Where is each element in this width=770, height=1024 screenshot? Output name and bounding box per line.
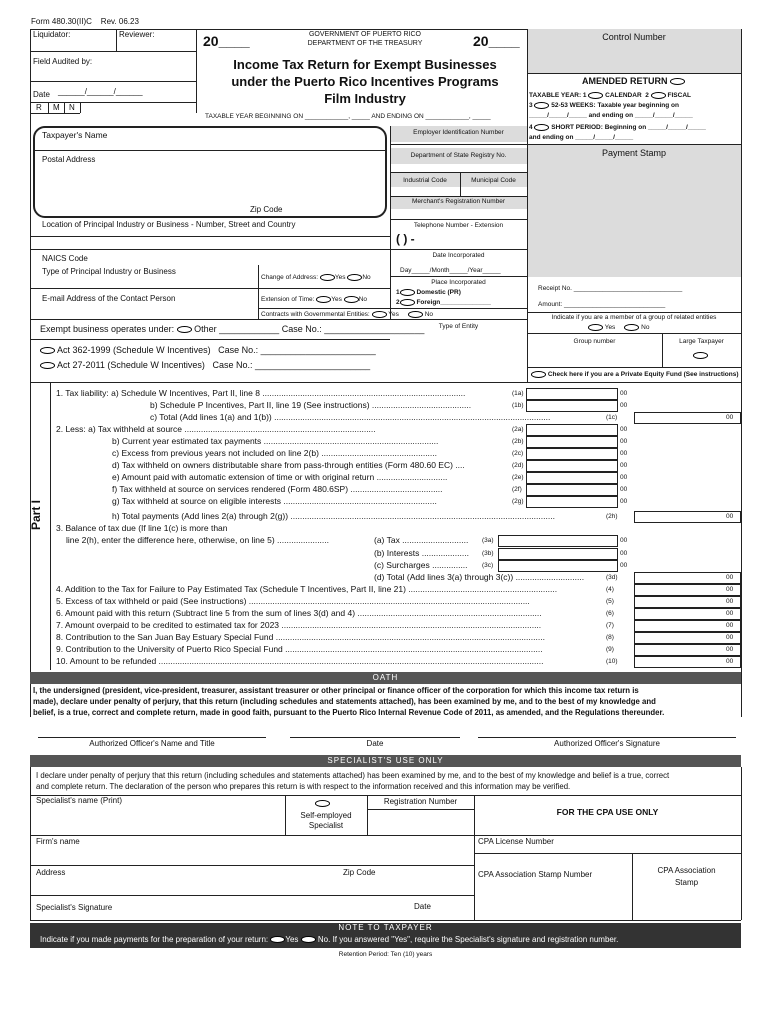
line-text: (d) Total (Add lines 3(a) through 3(c)) ............................. bbox=[374, 572, 585, 582]
cents-zeros: 00 bbox=[620, 402, 628, 409]
self-employed-2: Specialist bbox=[308, 821, 344, 830]
line-code: (1b) bbox=[512, 402, 524, 409]
municipal-code: Municipal Code bbox=[471, 177, 516, 184]
line-text: line 2(h), enter the difference here, otherwise, on line 5) ...................... bbox=[66, 535, 330, 545]
title-line2: under the Puerto Rico Incentives Programs bbox=[231, 74, 499, 89]
line-text: b) Current year estimated tax payments .......................................................................... bbox=[112, 436, 439, 446]
domestic-oval[interactable] bbox=[400, 289, 415, 296]
no-label: No bbox=[362, 274, 371, 282]
extension-time: Extension of Time: bbox=[261, 296, 315, 304]
line-code: (5) bbox=[606, 598, 614, 605]
place-incorporated: Place Incorporated bbox=[431, 279, 486, 286]
weeks-oval[interactable] bbox=[534, 102, 549, 109]
total-field[interactable] bbox=[634, 596, 741, 608]
amount-field[interactable] bbox=[526, 400, 618, 412]
line-code: (3b) bbox=[482, 550, 494, 557]
cents-zeros: 00 bbox=[620, 450, 628, 457]
firm-name: Firm's name bbox=[36, 837, 80, 846]
merchant-number: Merchant's Registration Number bbox=[412, 198, 505, 205]
line-code: (3a) bbox=[482, 537, 494, 544]
line-text: 5. Excess of tax withheld or paid (See instructions) ....................................................................................................................... bbox=[56, 596, 530, 606]
amount-field[interactable] bbox=[526, 424, 618, 436]
location-label: Location of Principal Industry or Business - Number, Street and Country bbox=[42, 220, 296, 229]
total-field[interactable] bbox=[634, 632, 741, 644]
amount-field[interactable] bbox=[526, 472, 618, 484]
part-label: Part I bbox=[29, 499, 43, 530]
note-yes-oval[interactable] bbox=[270, 936, 285, 943]
line-code: (6) bbox=[606, 610, 614, 617]
cents-zeros: 00 bbox=[726, 414, 734, 421]
line-code: (2a) bbox=[512, 426, 524, 433]
act2-label: Act 27-2011 (Schedule W Incentives) bbox=[57, 360, 205, 370]
rmn-r: R bbox=[36, 103, 42, 112]
principal-type: Type of Principal Industry or Business bbox=[42, 267, 176, 276]
specialist-signature: Specialist's Signature bbox=[36, 903, 113, 912]
title-line3: Film Industry bbox=[324, 91, 406, 106]
amount-field[interactable] bbox=[526, 448, 618, 460]
large-taxpayer: Large Taxpayer bbox=[679, 338, 724, 345]
cents-zeros: 00 bbox=[620, 426, 628, 433]
line-text: 2. Less: a) Tax withheld at source ................................................................................. bbox=[56, 424, 376, 434]
one-label: 1 bbox=[396, 289, 400, 297]
cents-zeros: 00 bbox=[620, 390, 628, 397]
line-text: (a) Tax ............................ bbox=[374, 535, 469, 545]
line-text: (c) Surcharges ............... bbox=[374, 560, 468, 570]
amount-field[interactable] bbox=[526, 436, 618, 448]
extension-yes[interactable] bbox=[316, 296, 331, 303]
total-field[interactable] bbox=[634, 608, 741, 620]
field-audited: Field Audited by: bbox=[33, 57, 93, 66]
other-label: Other ____________ bbox=[194, 324, 280, 334]
line-code: (9) bbox=[606, 646, 614, 653]
registration-number: Registration Number bbox=[383, 797, 458, 806]
cents-zeros: 00 bbox=[620, 438, 628, 445]
line-code: (10) bbox=[606, 658, 618, 665]
form-id: Form 480.30(II)C Rev. 06.23 bbox=[31, 17, 139, 26]
act1-oval[interactable] bbox=[40, 347, 55, 354]
cpa-stamp-1: CPA Association bbox=[657, 866, 716, 875]
contracts-no[interactable] bbox=[408, 311, 423, 318]
address-label: Address bbox=[36, 868, 66, 877]
amount-field[interactable] bbox=[498, 560, 618, 572]
amount-field[interactable] bbox=[526, 484, 618, 496]
cpa-license: CPA License Number bbox=[478, 837, 554, 846]
cents-zeros: 00 bbox=[726, 610, 734, 617]
calendar-label: CALENDAR bbox=[605, 92, 642, 100]
cents-zeros: 00 bbox=[620, 562, 628, 569]
line-text: 1. Tax liability: a) Schedule W Incentives, Part II, line 8 ...................................................................................... bbox=[56, 388, 466, 398]
four-label: 4 bbox=[529, 124, 533, 132]
cents-zeros: 00 bbox=[620, 474, 628, 481]
note-text: Indicate if you made payments for the preparation of your return: bbox=[40, 935, 269, 944]
ein-label: Employer Identification Number bbox=[413, 129, 504, 136]
foreign-oval[interactable] bbox=[400, 299, 415, 306]
specialist-line1: I declare under penalty of perjury that this return (including schedules and statements attached) has been examined by me, and to the best of my knowledge and belief is a true, correct bbox=[36, 771, 670, 780]
type-entity: Type of Entity bbox=[438, 323, 479, 330]
cents-zeros: 00 bbox=[620, 550, 628, 557]
cents-zeros: 00 bbox=[620, 486, 628, 493]
change-address: Change of Address: bbox=[261, 274, 319, 282]
act2-case-no: Case No.: _______________________ bbox=[212, 360, 371, 370]
line-text: h) Total payments (Add lines 2(a) through 2(g)) ................................................................................................................ bbox=[112, 511, 555, 521]
related-no[interactable] bbox=[624, 324, 639, 331]
telephone-format: ( ) - bbox=[396, 232, 415, 246]
line-text: 8. Contribution to the San Juan Bay Estuary Special Fund .................................................................................................................. bbox=[56, 632, 545, 642]
act2-oval[interactable] bbox=[40, 362, 55, 369]
officer-signature: Authorized Officer's Signature bbox=[554, 739, 660, 748]
line-code: (3d) bbox=[606, 574, 618, 581]
zip-code: Zip Code bbox=[250, 205, 283, 214]
cents-zeros: 00 bbox=[726, 646, 734, 653]
calendar-oval[interactable] bbox=[588, 92, 603, 99]
line-text: (b) Interests .................... bbox=[374, 548, 469, 558]
line-text: f) Tax withheld at source on services rendered (Form 480.6SP) ....................................... bbox=[112, 484, 443, 494]
total-field[interactable] bbox=[634, 584, 741, 596]
large-taxpayer-oval[interactable] bbox=[693, 352, 708, 359]
title-line1: Income Tax Return for Exempt Businesses bbox=[233, 57, 497, 72]
email-label: E-mail Address of the Contact Person bbox=[42, 294, 176, 303]
fiscal-label: FISCAL bbox=[667, 92, 692, 100]
case-no: Case No.: ____________________ bbox=[281, 324, 425, 334]
two-label: 2 bbox=[645, 92, 649, 100]
exempt-under: Exempt business operates under: bbox=[40, 324, 175, 334]
note-title: NOTE TO TAXPAYER bbox=[338, 923, 433, 932]
line-code: (2c) bbox=[512, 450, 524, 457]
line-code: (7) bbox=[606, 622, 614, 629]
related-entities: Indicate if you are a member of a group of related entities bbox=[551, 314, 717, 321]
total-field[interactable] bbox=[634, 572, 741, 584]
yes-label: Yes bbox=[334, 274, 346, 282]
no-label: No bbox=[424, 311, 434, 319]
gov-line1: GOVERNMENT OF PUERTO RICO bbox=[308, 31, 421, 38]
yes-label: Yes bbox=[604, 324, 616, 332]
rmn-m: M bbox=[53, 103, 60, 112]
related-yes[interactable] bbox=[588, 324, 603, 331]
line-code: (2g) bbox=[512, 498, 524, 505]
date-incorporated: Date Incorporated bbox=[432, 252, 485, 259]
extension-no[interactable] bbox=[344, 296, 359, 303]
line-text: 10. Amount to be refunded ................................................................................................................................................................... bbox=[56, 656, 544, 666]
amended-return: AMENDED RETURN bbox=[582, 76, 668, 86]
self-employed-oval[interactable] bbox=[315, 800, 330, 807]
two-label: 2 bbox=[396, 299, 400, 307]
cents-zeros: 00 bbox=[726, 598, 734, 605]
taxable-year-line: TAXABLE YEAR BEGINNING ON ____________, _____ AND ENDING ON ____________, _____ bbox=[205, 113, 491, 120]
line-code: (3c) bbox=[482, 562, 494, 569]
line-code: (8) bbox=[606, 634, 614, 641]
line-text: g) Tax withheld at source on eligible interests ................................................................. bbox=[112, 496, 437, 506]
cents-zeros: 00 bbox=[620, 462, 628, 469]
short-oval[interactable] bbox=[534, 124, 549, 131]
line-text: d) Tax withheld on owners distributable share from pass-through entities (Form 480.60 EC) .... bbox=[112, 460, 465, 470]
year-right: 20 bbox=[473, 33, 489, 49]
cents-zeros: 00 bbox=[726, 586, 734, 593]
line-text: 9. Contribution to the University of Puerto Rico Special Fund ............................................................................................................. bbox=[56, 644, 543, 654]
line-code: (2e) bbox=[512, 474, 524, 481]
amount-field[interactable] bbox=[498, 548, 618, 560]
line-code: (2d) bbox=[512, 462, 524, 469]
private-equity-oval[interactable] bbox=[531, 371, 546, 378]
state-registry: Department of State Registry No. bbox=[410, 152, 507, 159]
act1-label: Act 362-1999 (Schedule W Incentives) bbox=[57, 345, 211, 355]
taxable-year-label: TAXABLE YEAR: 1 bbox=[529, 92, 587, 100]
weeks-dates: _____/_____/_____ and ending on _____/_____/_____ bbox=[529, 112, 693, 119]
specialist-zip: Zip Code bbox=[343, 868, 376, 877]
cents-zeros: 00 bbox=[726, 622, 734, 629]
gov-line2: DEPARTMENT OF THE TREASURY bbox=[307, 40, 423, 47]
total-field[interactable] bbox=[634, 644, 741, 656]
total-field[interactable] bbox=[634, 511, 741, 523]
cpa-stamp-number: CPA Association Stamp Number bbox=[478, 870, 593, 879]
retention: Retention Period: Ten (10) years bbox=[338, 951, 433, 958]
year-left: 20 bbox=[203, 33, 219, 49]
cpa-stamp-2: Stamp bbox=[674, 878, 699, 887]
private-equity: Check here if you are a Private Equity Fund (See instructions) bbox=[547, 371, 739, 379]
line-text: 3. Balance of tax due (If line 1(c) is more than bbox=[56, 523, 228, 533]
specialist-line2: and complete return. The declaration of the person who prepares this return is with respect to the information received and this information may be verified. bbox=[36, 782, 571, 791]
short-label: SHORT PERIOD: Beginning on _____/_____/_____ bbox=[551, 124, 706, 132]
line-code: (2f) bbox=[512, 486, 522, 493]
line-code: (1a) bbox=[512, 390, 524, 397]
line-code: (2h) bbox=[606, 513, 618, 520]
telephone-label: Telephone Number - Extension bbox=[413, 222, 504, 229]
line-text: b) Schedule P Incentives, Part II, line 19 (See instructions) .......................................... bbox=[150, 400, 472, 410]
amount-field[interactable] bbox=[526, 388, 618, 400]
cpa-use-only: FOR THE CPA USE ONLY bbox=[556, 807, 659, 817]
day-month-year: Day_____/Month_____/Year_____ bbox=[400, 267, 501, 274]
industrial-code: Industrial Code bbox=[403, 177, 447, 184]
contracts-yes[interactable] bbox=[372, 311, 387, 318]
cents-zeros: 00 bbox=[726, 634, 734, 641]
short-dates: and ending on _____/_____/_____ bbox=[529, 134, 634, 141]
other-oval[interactable] bbox=[177, 326, 192, 333]
postal-address: Postal Address bbox=[42, 155, 96, 164]
amount-label: Amount: ____________________________ bbox=[538, 301, 666, 308]
receipt-no: Receipt No. ______________________________ bbox=[538, 285, 683, 292]
line-text: 4. Addition to the Tax for Failure to Pay Estimated Tax (Schedule T Incentives, Part II, line 21) ............................................................... bbox=[56, 584, 558, 594]
oath-line3: belief, is a true, correct and complete return, made in good faith, pursuant to the Puerto Rico Internal Revenue Code of 2011, as amended, and the Regulations thereunder. bbox=[33, 708, 665, 717]
specialist-name: Specialist's name (Print) bbox=[36, 796, 122, 805]
rmn-n: N bbox=[69, 103, 75, 112]
officer-name: Authorized Officer's Name and Title bbox=[89, 739, 215, 748]
total-field[interactable] bbox=[634, 656, 741, 668]
three-label: 3 bbox=[529, 102, 533, 110]
date-label: Date bbox=[33, 90, 50, 99]
amount-field[interactable] bbox=[526, 460, 618, 472]
yes-label: Yes bbox=[388, 311, 399, 319]
line-text: 7. Amount overpaid to be credited to estimated tax for 2023 .............................................................................................................. bbox=[56, 620, 542, 630]
change-address-yes[interactable] bbox=[320, 274, 335, 281]
payment-stamp: Payment Stamp bbox=[601, 148, 667, 158]
weeks-label: 52-53 WEEKS: Taxable year beginning on bbox=[551, 102, 679, 110]
cents-zeros: 00 bbox=[620, 498, 628, 505]
oath-date: Date bbox=[366, 739, 384, 748]
oath-line2: made), declare under penalty of perjury, that this return (including schedules and statements attached), has been examined by me, and to the best of my knowledge and bbox=[33, 697, 656, 706]
foreign-label: Foreign______________ bbox=[416, 299, 491, 307]
line-text: 6. Amount paid with this return (Subtract line 5 from the sum of lines 3(d) and 4) .............................................................................. bbox=[56, 608, 542, 618]
no-label: No bbox=[641, 324, 650, 332]
fiscal-oval[interactable] bbox=[651, 92, 666, 99]
total-field[interactable] bbox=[634, 620, 741, 632]
taxpayer-name: Taxpayer's Name bbox=[42, 130, 108, 140]
naics-code: NAICS Code bbox=[42, 254, 88, 263]
line-code: (1c) bbox=[606, 414, 618, 421]
liquidator-label: Liquidator: bbox=[33, 30, 71, 39]
note-no-oval[interactable] bbox=[301, 936, 316, 943]
line-text: c) Excess from previous years not included on line 2(b) ................................................. bbox=[112, 448, 438, 458]
amount-field[interactable] bbox=[526, 496, 618, 508]
act1-case-no: Case No.: _______________________ bbox=[218, 345, 376, 355]
oath-title: OATH bbox=[30, 672, 741, 684]
reviewer-label: Reviewer: bbox=[119, 30, 155, 39]
amended-oval[interactable] bbox=[670, 78, 685, 85]
line-code: (2b) bbox=[512, 438, 524, 445]
no-label: No bbox=[358, 296, 368, 304]
contracts-label: Contracts with Governmental Entities: bbox=[261, 311, 370, 319]
yes-label: Yes bbox=[331, 296, 342, 304]
cents-zeros: 00 bbox=[726, 658, 734, 665]
control-number: Control Number bbox=[602, 32, 666, 42]
line-text: e) Amount paid with automatic extension of time or with original return .............................. bbox=[112, 472, 448, 482]
group-number: Group number bbox=[573, 338, 616, 345]
line-code: (4) bbox=[606, 586, 614, 593]
amount-field[interactable] bbox=[498, 535, 618, 547]
specialist-date: Date bbox=[414, 902, 431, 911]
cents-zeros: 00 bbox=[726, 574, 734, 581]
line-text: c) Total (Add lines 1(a) and 1(b)) ..................................................................................................................... bbox=[150, 412, 551, 422]
change-address-no[interactable] bbox=[347, 274, 362, 281]
self-employed-1: Self-employed bbox=[300, 811, 352, 820]
specialist-title: SPECIALIST'S USE ONLY bbox=[30, 755, 741, 767]
oath-line1: I, the undersigned (president, vice-president, treasurer, assistant treasurer or other principal or finance officer of the corporation for which this income tax return is bbox=[33, 686, 639, 695]
domestic-label: Domestic (PR) bbox=[416, 289, 461, 297]
note-yes: Yes bbox=[285, 935, 299, 944]
cents-zeros: 00 bbox=[726, 513, 734, 520]
note-rest: No. If you answered "Yes", require the Specialist's signature and registration number. bbox=[317, 935, 619, 944]
cents-zeros: 00 bbox=[620, 537, 628, 544]
total-field[interactable] bbox=[634, 412, 741, 424]
